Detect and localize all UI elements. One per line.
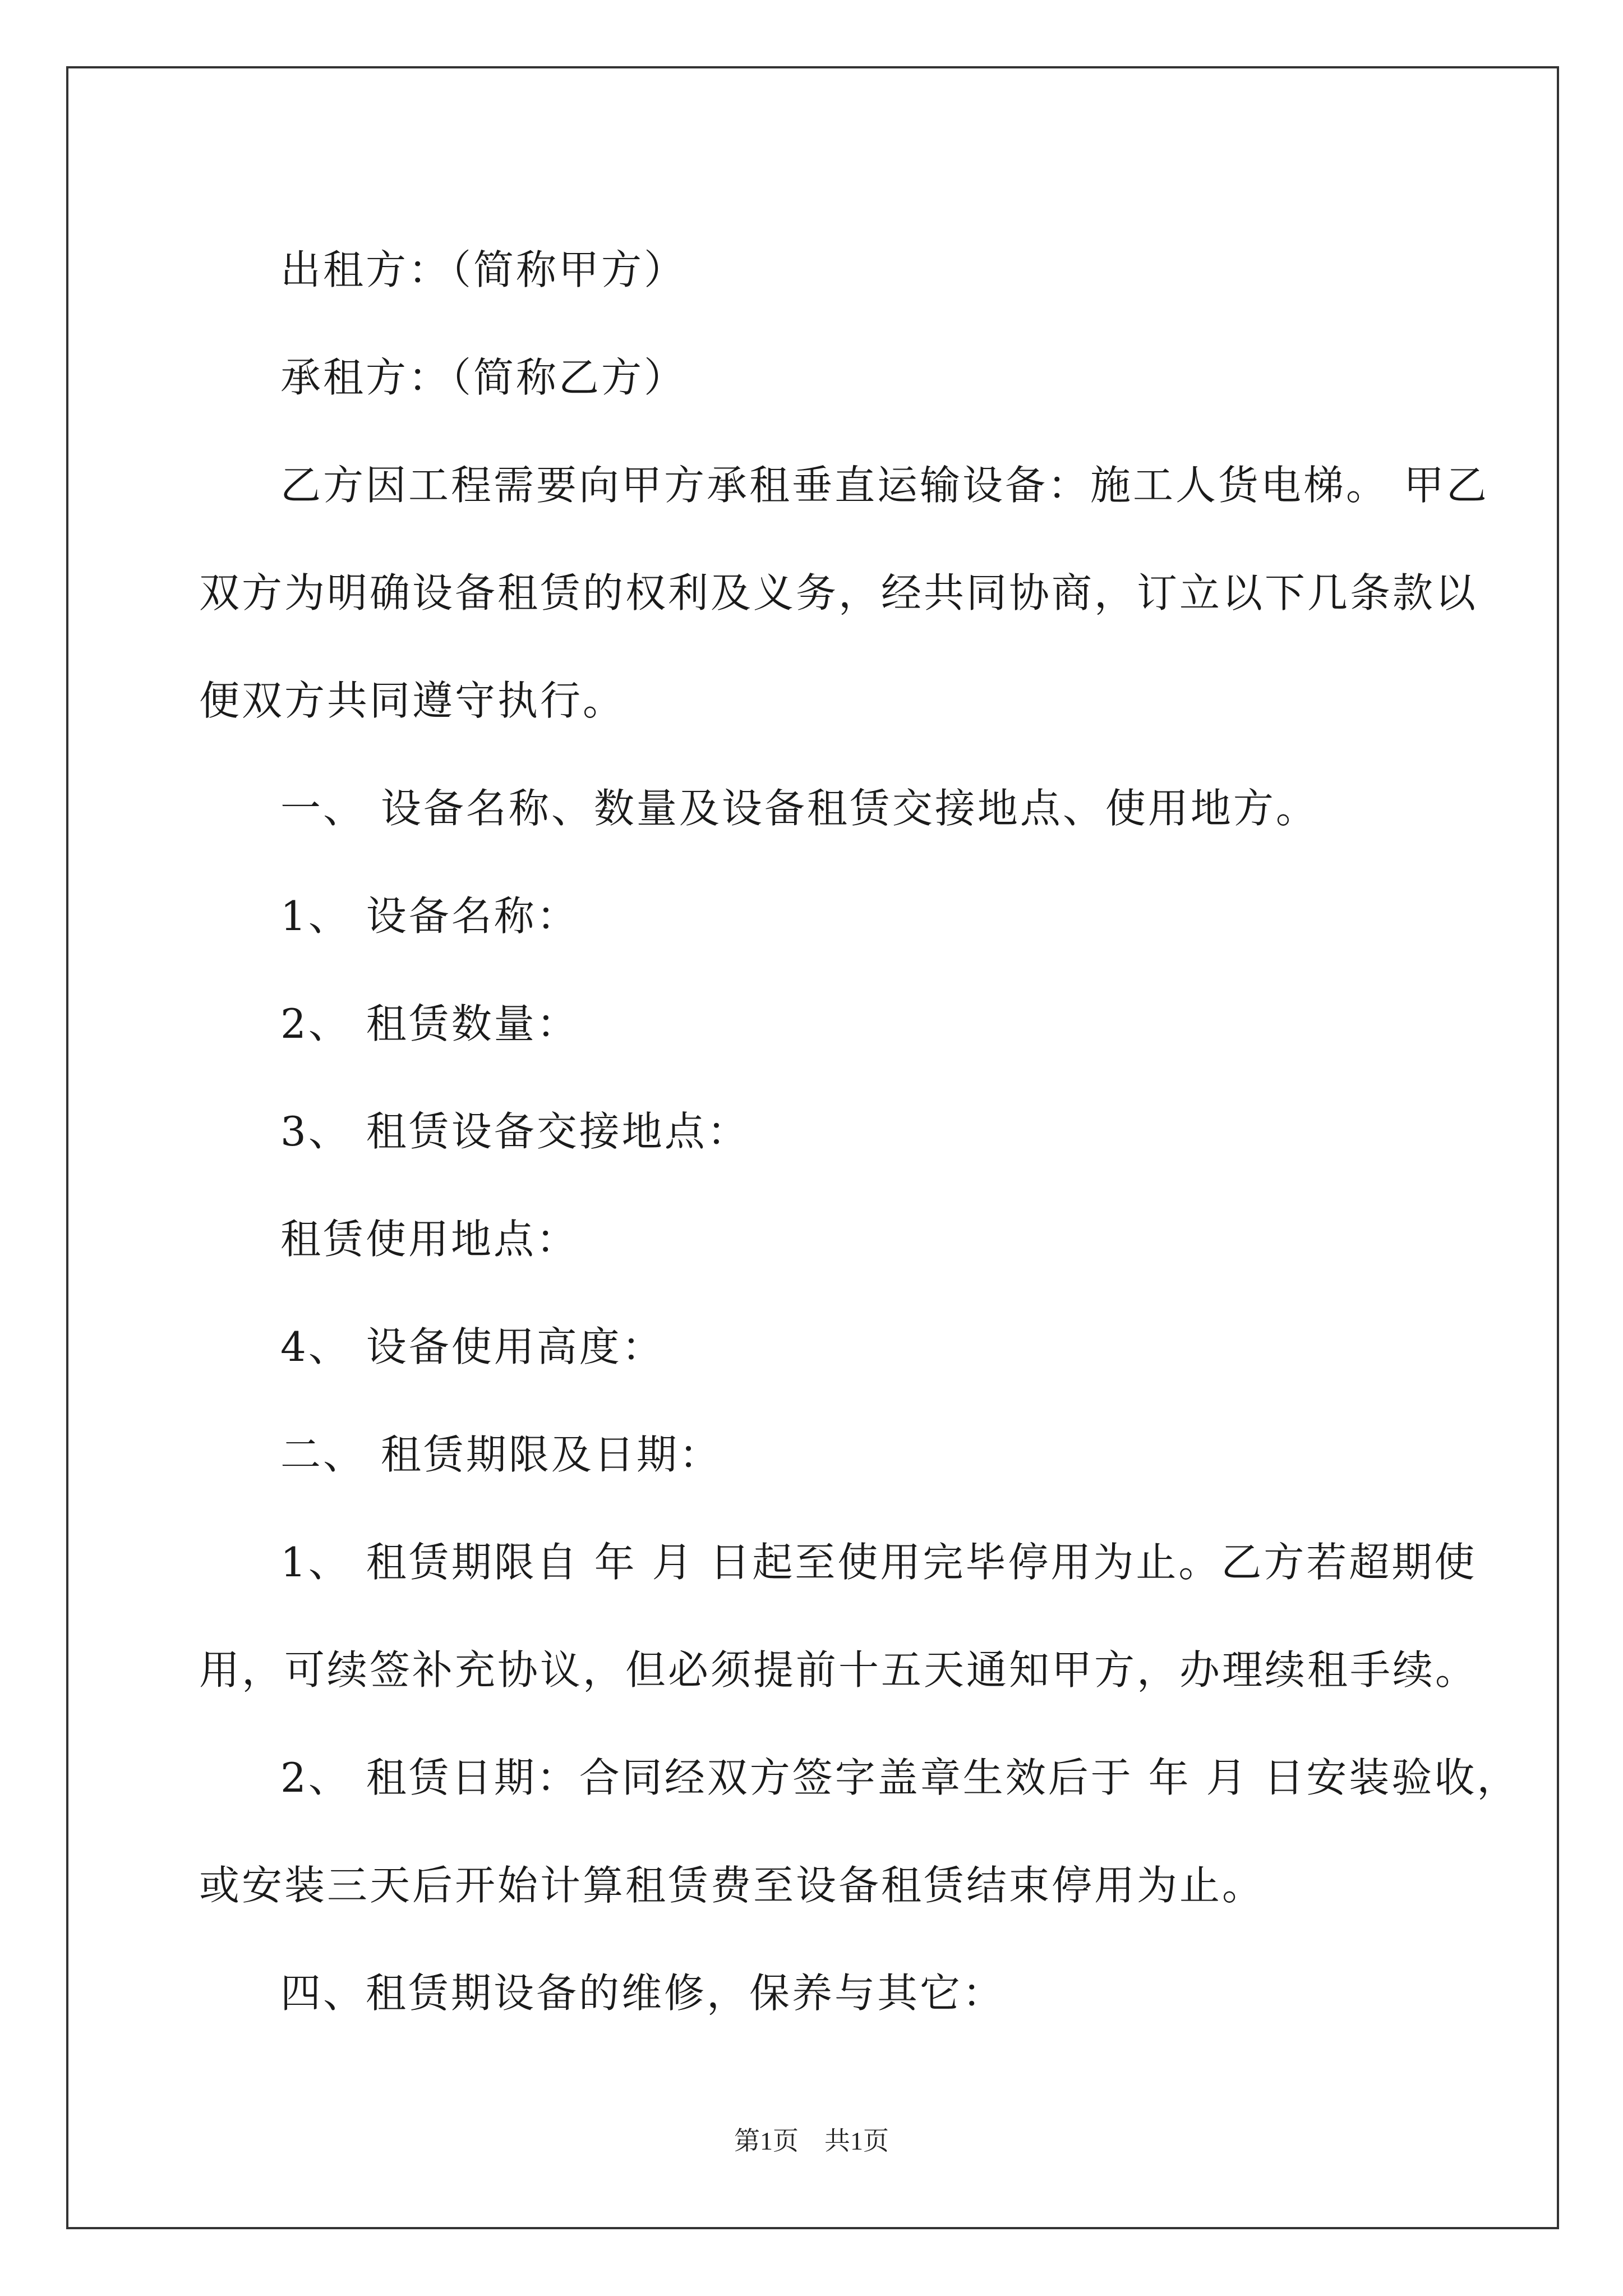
document-body [199,216,1520,2047]
item-usage-location: 租赁使用地点： [280,1216,579,1263]
paragraph-lessor: 出租方：（简称甲方） [280,246,687,293]
paragraph-intro-line-1: 乙方因工程需要向甲方承租垂直运输设备：施工人货电梯。 甲乙 [280,462,1489,509]
item-rental-date-line-1: 2、 租赁日期：合同经双方签字盖章生效后于 年 月 日安装验收， [280,1754,1520,1801]
paragraph-intro-line-2: 双方为明确设备租赁的权利及义务，经共同协商，订立以下几条款以 [199,569,1478,616]
section-4-heading: 四、租赁期设备的维修，保养与其它： [280,1970,1006,2017]
item-usage-height: 4、 设备使用高度： [280,1323,665,1370]
section-2-heading: 二、 租赁期限及日期： [280,1431,722,1478]
item-equipment-name: 1、 设备名称： [280,892,579,940]
item-rental-period-line-2: 用，可续签补充协议，但必须提前十五天通知甲方，办理续租手续。 [199,1646,1478,1694]
paragraph-lessee: 承租方：（简称乙方） [280,354,687,401]
item-rental-date-line-2: 或安装三天后开始计算租赁费至设备租赁结束停用为止。 [199,1862,1265,1909]
item-handover-location: 3、 租赁设备交接地点： [280,1108,750,1155]
paragraph-intro-line-3: 便双方共同遵守执行。 [199,677,626,724]
page-number-footer: 第1页 共1页 [734,2127,889,2155]
item-rental-quantity: 2、 租赁数量： [280,1000,579,1047]
section-1-heading: 一、 设备名称、数量及设备租赁交接地点、使用地方。 [280,785,1318,832]
item-rental-period-line-1: 1、 租赁期限自 年 月 日起至使用完毕停用为止。乙方若超期使 [280,1539,1477,1586]
